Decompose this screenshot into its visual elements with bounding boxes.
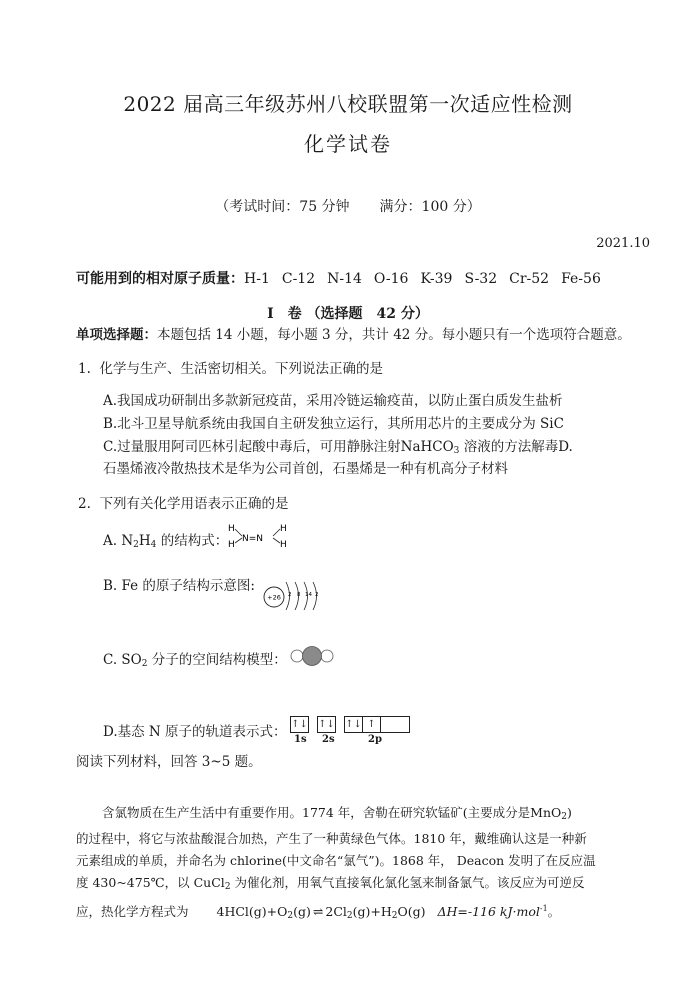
q2-a-text: 的结构式： <box>156 533 229 549</box>
question-number: 1. <box>78 361 91 377</box>
q1-option-c-text: C.过量服用阿司匹林引起酸中毒后，可用静脉注射NaHCO <box>103 439 454 455</box>
element-mass: K-39 <box>420 271 453 287</box>
instruction-text: 本题包括 14 小题，每小题 3 分，共计 42 分。每小题只有一个选项符合题意。 <box>157 327 631 343</box>
passage-line: 的过程中，将它与浓盐酸混合加热，产生了一种黄绿色气体。1810 年，戴维确认这是一种新 <box>76 831 587 846</box>
q2-a-text: A. N <box>103 533 134 549</box>
q1-option-c <box>103 435 573 456</box>
subscript: 3 <box>453 446 460 456</box>
element-mass: C-12 <box>281 271 316 287</box>
orbital-box-2p: ↑ <box>363 716 381 733</box>
atomic-masses-label: 可能用到的相对原子质量： <box>76 271 244 287</box>
full-score: 满分：100 分） <box>379 199 481 215</box>
reading-passage <box>76 802 616 927</box>
passage-line: 元素组成的单质，并命名为 chlorine(中文命名“氯气”)。1868 年， Deacon 发明了在反应温 <box>76 853 596 868</box>
section-title: I 卷 （选择题 42 分） <box>267 306 429 322</box>
q2-c-text: 分子的空间结构模型： <box>147 652 287 668</box>
question-2-stem <box>78 492 288 512</box>
paper-title: 2022 届高三年级苏州八校联盟第一次适应性检测 <box>123 92 573 116</box>
h-atom-label: H <box>280 524 287 534</box>
thermochemical-equation: $4HCl(g)+O_2(g)$ ⇌ $2Cl_2(g)+H_2O(g)$ <box>216 904 426 922</box>
subscript: 2 <box>141 659 148 669</box>
instruction-label: 单项选择题： <box>76 327 157 343</box>
sulfur-atom <box>303 647 322 666</box>
q2-option-d: D.基态 N 原子的轨道表示式： <box>103 724 287 740</box>
question-1-stem <box>78 357 383 377</box>
n-n-double-bond: N=N <box>242 534 264 544</box>
h-atom-label: H <box>280 540 287 550</box>
q2-option-c <box>103 648 287 669</box>
orbital-diagram <box>290 716 412 745</box>
orbital-box-2p: ↑↓ <box>344 716 363 733</box>
nucleus-charge: +26 <box>267 593 281 602</box>
shell-electrons: 8 <box>297 592 301 598</box>
q1-option-d: 石墨烯液冷散热技术是华为公司首创，石墨烯是一种有机高分子材料 <box>103 461 508 477</box>
orbital-box-2p <box>381 716 410 733</box>
exam-time: （考试时间：75 分钟 <box>215 199 350 215</box>
orbital-label: 1s <box>294 734 307 745</box>
q2-c-text: C. SO <box>103 652 142 668</box>
delta-h: ΔH=-116 kJ·mol <box>437 904 540 920</box>
section-instruction <box>76 323 631 343</box>
hydrazine-structure-diagram <box>226 521 290 551</box>
exam-date: 2021.10 <box>596 236 650 251</box>
so2-space-filling-model <box>288 645 336 667</box>
reversible-arrow: ⇌ <box>312 904 324 920</box>
oxygen-atom <box>321 650 333 662</box>
passage-line: 含氯物质在生产生活中有重要作用。1774 年，舍勒在研究软锰矿(主要成分是MnO$_2$) <box>102 805 572 822</box>
element-mass: Cr-52 <box>509 271 550 287</box>
q1-option-c-tail: 溶液的方法解毒D. <box>463 439 573 455</box>
fe-atomic-structure-diagram <box>262 576 334 610</box>
q1-option-a: A.我国成功研制出多款新冠疫苗，采用冷链运输疫苗，以防止蛋白质发生盐析 <box>103 393 563 409</box>
h-atom-label: H <box>228 540 235 550</box>
reading-note: 阅读下列材料，回答 3~5 题。 <box>76 754 262 770</box>
question-text: 下列有关化学用语表示正确的是 <box>99 496 289 512</box>
oxygen-atom <box>291 650 303 662</box>
shell-electrons: 14 <box>305 592 312 598</box>
question-number: 2. <box>78 496 91 512</box>
shell-electrons: 2 <box>315 592 319 598</box>
orbital-box-1s: ↑↓ <box>290 716 309 733</box>
exam-meta <box>0 196 696 216</box>
paper-subtitle: 化学试卷 <box>304 132 392 156</box>
orbital-box-2s: ↑↓ <box>317 716 336 733</box>
subscript: 2 <box>133 540 139 550</box>
orbital-label: 2p <box>368 734 382 745</box>
q2-option-a <box>103 529 228 550</box>
h-atom-label: H <box>228 524 235 534</box>
question-text: 化学与生产、生活密切相关。下列说法正确的是 <box>99 361 383 377</box>
shell-electrons: 2 <box>288 592 292 598</box>
element-mass: N-14 <box>327 271 362 287</box>
q2-a-text: H <box>138 533 151 549</box>
subscript: 4 <box>150 540 157 550</box>
orbital-label: 2s <box>322 734 335 745</box>
element-mass: S-32 <box>464 271 498 287</box>
q2-option-b: B. Fe 的原子结构示意图: <box>103 578 255 594</box>
element-mass: H-1 <box>244 271 270 287</box>
element-mass: O-16 <box>373 271 409 287</box>
passage-line-equation: 应，热化学方程式为 $4HCl(g)+O_2(g)$ ⇌ $2Cl_2(g)+H_2O(g)$ ΔH=-116 kJ·mol$^{-1}$。 <box>76 904 561 922</box>
q1-option-b: B.北斗卫星导航系统由我国自主研发独立运行，其所用芯片的主要成分为 SiC <box>103 416 564 432</box>
element-mass: Fe-56 <box>561 271 601 287</box>
atomic-masses <box>76 268 613 288</box>
passage-line: 度 430~475℃，以 CuCl$_2$ 为催化剂，用氧气直接氧化氯化氢来制备氯气。该反应为可逆反 <box>76 875 585 892</box>
